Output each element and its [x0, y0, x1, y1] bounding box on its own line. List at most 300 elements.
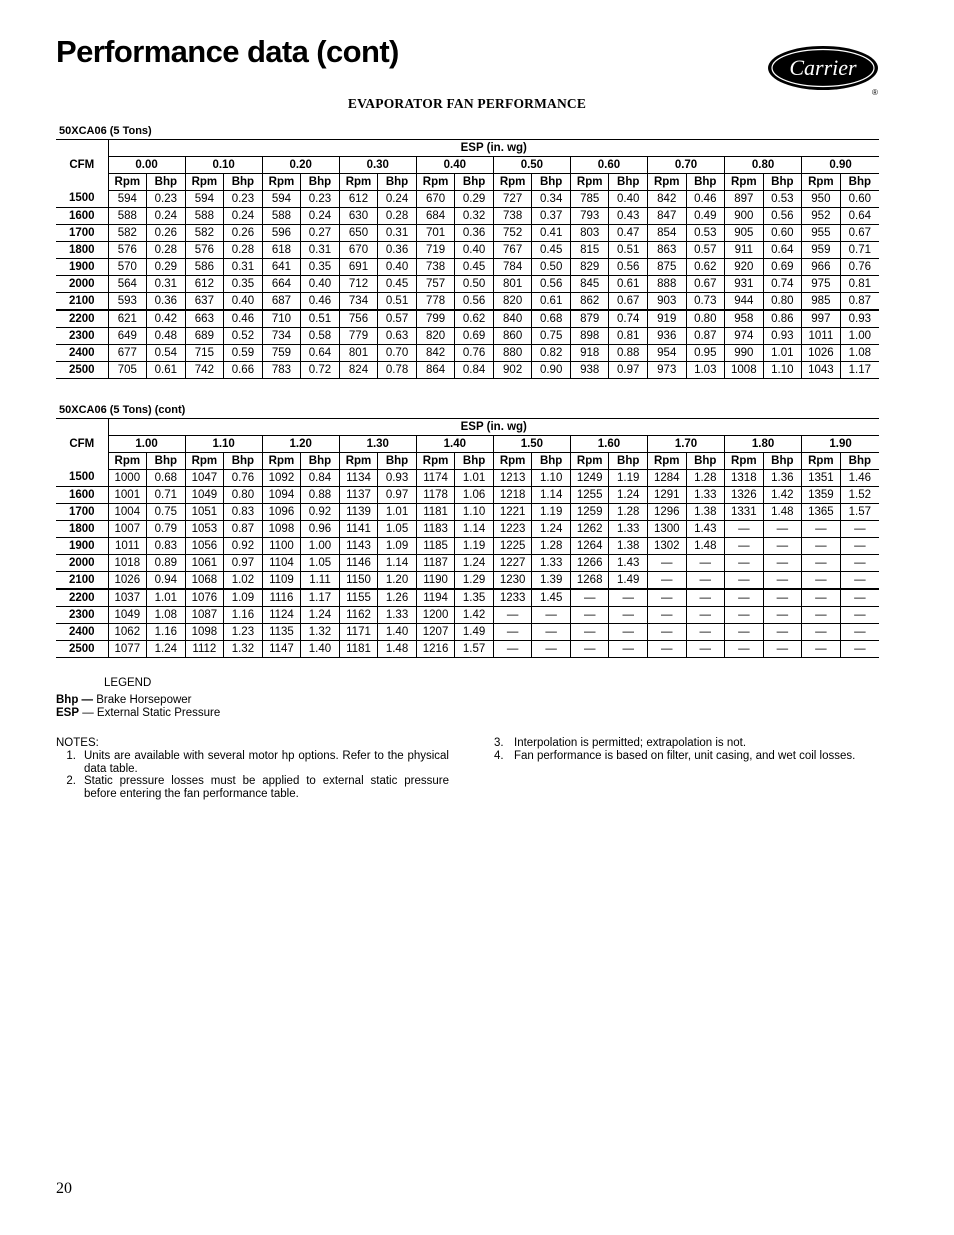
- bhp-cell: 1.01: [147, 589, 186, 607]
- bhp-cell: 0.62: [455, 310, 494, 328]
- rpm-cell: 815: [570, 242, 609, 259]
- legend-term: Bhp —: [56, 693, 94, 706]
- esp-value-header: 0.20: [262, 157, 339, 174]
- table-row: [56, 521, 879, 538]
- bhp-cell: 0.31: [147, 276, 186, 293]
- bhp-cell: 0.24: [224, 208, 263, 225]
- cfm-cell: 1800: [68, 522, 95, 535]
- rpm-cell: 1249: [570, 470, 609, 487]
- rpm-cell: 1216: [416, 641, 455, 658]
- bhp-cell: 1.57: [840, 504, 879, 521]
- rpm-cell: —: [570, 589, 609, 607]
- bhp-cell: 1.48: [686, 538, 725, 555]
- rpm-cell: 880: [493, 345, 532, 362]
- bhp-cell: 1.32: [224, 641, 263, 658]
- bhp-cell: 0.71: [840, 242, 879, 259]
- bhp-cell: 0.37: [532, 208, 571, 225]
- rpm-cell: 1171: [339, 624, 378, 641]
- bhp-cell: 0.86: [763, 310, 802, 328]
- bhp-cell: 0.24: [378, 191, 417, 208]
- rpm-header: Rpm: [185, 174, 224, 191]
- bhp-cell: —: [532, 624, 571, 641]
- cfm-header: CFM: [69, 158, 95, 171]
- bhp-cell: 1.33: [378, 607, 417, 624]
- bhp-cell: 0.66: [224, 362, 263, 379]
- rpm-cell: 588: [262, 208, 301, 225]
- bhp-cell: 1.11: [301, 572, 340, 590]
- esp-value-header: 1.70: [647, 436, 724, 453]
- registered-mark: ®: [872, 88, 878, 97]
- bhp-cell: —: [840, 555, 879, 572]
- bhp-cell: —: [763, 589, 802, 607]
- rpm-cell: 1137: [339, 487, 378, 504]
- rpm-cell: 959: [802, 242, 841, 259]
- table-row: [56, 276, 879, 293]
- bhp-header: Bhp: [840, 174, 879, 191]
- bhp-cell: 0.80: [686, 310, 725, 328]
- bhp-cell: 0.97: [378, 487, 417, 504]
- rpm-cell: 918: [570, 345, 609, 362]
- cfm-cell: 2300: [68, 608, 95, 621]
- rpm-cell: 582: [108, 225, 147, 242]
- esp-value-header: 0.70: [647, 157, 724, 174]
- rpm-cell: 738: [493, 208, 532, 225]
- rpm-cell: 1200: [416, 607, 455, 624]
- bhp-cell: 0.46: [301, 293, 340, 311]
- bhp-header: Bhp: [609, 174, 648, 191]
- rpm-cell: 1230: [493, 572, 532, 590]
- rpm-header: Rpm: [262, 174, 301, 191]
- bhp-cell: 1.10: [763, 362, 802, 379]
- cfm-cell: 2400: [68, 346, 95, 359]
- bhp-header: Bhp: [455, 453, 494, 470]
- bhp-cell: —: [840, 521, 879, 538]
- rpm-cell: 670: [416, 191, 455, 208]
- bhp-cell: 0.92: [224, 538, 263, 555]
- rpm-cell: 596: [262, 225, 301, 242]
- rpm-cell: 1001: [108, 487, 147, 504]
- cfm-cell: 2100: [68, 294, 95, 307]
- fan-performance-table-2: [56, 403, 879, 658]
- bhp-cell: —: [840, 607, 879, 624]
- rpm-cell: 1291: [647, 487, 686, 504]
- rpm-cell: 1100: [262, 538, 301, 555]
- rpm-cell: 576: [108, 242, 147, 259]
- bhp-cell: 0.51: [378, 293, 417, 311]
- bhp-cell: 0.28: [147, 242, 186, 259]
- bhp-cell: 1.52: [840, 487, 879, 504]
- rpm-cell: 1061: [185, 555, 224, 572]
- rpm-cell: 778: [416, 293, 455, 311]
- bhp-cell: 0.67: [609, 293, 648, 311]
- rpm-header: Rpm: [725, 453, 764, 470]
- bhp-cell: 1.33: [686, 487, 725, 504]
- bhp-header: Bhp: [378, 174, 417, 191]
- rpm-header: Rpm: [339, 174, 378, 191]
- table-row: [56, 607, 879, 624]
- rpm-cell: 621: [108, 310, 147, 328]
- rpm-cell: 1026: [108, 572, 147, 590]
- legend: [56, 677, 220, 721]
- rpm-cell: 944: [725, 293, 764, 311]
- rpm-cell: 1190: [416, 572, 455, 590]
- rpm-cell: 1008: [725, 362, 764, 379]
- bhp-header: Bhp: [301, 174, 340, 191]
- bhp-cell: 1.43: [686, 521, 725, 538]
- rpm-cell: 920: [725, 259, 764, 276]
- bhp-cell: 0.26: [147, 225, 186, 242]
- esp-value-header: 0.80: [725, 157, 802, 174]
- rpm-cell: 1223: [493, 521, 532, 538]
- rpm-cell: 1146: [339, 555, 378, 572]
- rpm-cell: 734: [339, 293, 378, 311]
- table-row: [56, 538, 879, 555]
- rpm-cell: 1135: [262, 624, 301, 641]
- cfm-cell: 2400: [68, 625, 95, 638]
- cfm-cell: 1500: [68, 192, 95, 205]
- bhp-cell: 0.93: [763, 328, 802, 345]
- esp-value-header: 1.30: [339, 436, 416, 453]
- esp-value-header: 0.10: [185, 157, 262, 174]
- bhp-cell: 0.76: [455, 345, 494, 362]
- bhp-cell: 0.40: [378, 259, 417, 276]
- esp-value-header: 1.40: [416, 436, 493, 453]
- bhp-cell: 1.42: [455, 607, 494, 624]
- rpm-cell: 1026: [802, 345, 841, 362]
- rpm-header: Rpm: [802, 453, 841, 470]
- rpm-cell: —: [725, 624, 764, 641]
- bhp-header: Bhp: [301, 453, 340, 470]
- bhp-cell: 0.54: [147, 345, 186, 362]
- cfm-cell: 2100: [68, 573, 95, 586]
- bhp-cell: 1.10: [455, 504, 494, 521]
- bhp-cell: 1.29: [455, 572, 494, 590]
- bhp-cell: 1.14: [532, 487, 571, 504]
- rpm-cell: 670: [339, 242, 378, 259]
- rpm-cell: 712: [339, 276, 378, 293]
- bhp-cell: 1.28: [532, 538, 571, 555]
- rpm-cell: 734: [262, 328, 301, 345]
- bhp-cell: 0.31: [301, 242, 340, 259]
- table-row: [56, 362, 879, 379]
- rpm-cell: 1000: [108, 470, 147, 487]
- bhp-cell: 0.87: [686, 328, 725, 345]
- bhp-cell: 0.36: [455, 225, 494, 242]
- rpm-cell: 1147: [262, 641, 301, 658]
- note-item: [494, 737, 879, 750]
- bhp-cell: 1.17: [301, 589, 340, 607]
- table-row: [56, 259, 879, 276]
- rpm-cell: 742: [185, 362, 224, 379]
- note-item: [56, 750, 449, 776]
- rpm-cell: 938: [570, 362, 609, 379]
- bhp-cell: 0.29: [455, 191, 494, 208]
- bhp-cell: —: [840, 624, 879, 641]
- rpm-cell: 1104: [262, 555, 301, 572]
- rpm-cell: 793: [570, 208, 609, 225]
- rpm-cell: —: [725, 521, 764, 538]
- bhp-cell: 0.56: [532, 276, 571, 293]
- rpm-cell: 1162: [339, 607, 378, 624]
- bhp-cell: 0.32: [455, 208, 494, 225]
- note-number: 2.: [66, 775, 76, 788]
- rpm-cell: 1233: [493, 589, 532, 607]
- table-row: [56, 208, 879, 225]
- bhp-cell: 1.46: [840, 470, 879, 487]
- bhp-cell: 0.75: [147, 504, 186, 521]
- rpm-cell: 854: [647, 225, 686, 242]
- rpm-cell: 829: [570, 259, 609, 276]
- bhp-cell: 0.28: [378, 208, 417, 225]
- bhp-cell: 0.63: [378, 328, 417, 345]
- bhp-cell: 0.64: [301, 345, 340, 362]
- rpm-header: Rpm: [802, 174, 841, 191]
- bhp-cell: 1.17: [840, 362, 879, 379]
- bhp-cell: —: [532, 607, 571, 624]
- bhp-cell: —: [609, 589, 648, 607]
- table-row: [56, 345, 879, 362]
- bhp-cell: 0.36: [378, 242, 417, 259]
- bhp-cell: 0.47: [609, 225, 648, 242]
- bhp-cell: 0.72: [301, 362, 340, 379]
- table-row: [56, 293, 879, 311]
- bhp-cell: —: [763, 521, 802, 538]
- table-row: [56, 624, 879, 641]
- cfm-cell: 1800: [68, 243, 95, 256]
- bhp-cell: 0.69: [763, 259, 802, 276]
- rpm-cell: 1296: [647, 504, 686, 521]
- bhp-cell: 0.93: [840, 310, 879, 328]
- performance-table: [56, 140, 879, 379]
- cfm-cell: 2300: [68, 329, 95, 342]
- rpm-cell: 1143: [339, 538, 378, 555]
- rpm-cell: —: [647, 607, 686, 624]
- rpm-cell: 1187: [416, 555, 455, 572]
- rpm-cell: 1076: [185, 589, 224, 607]
- legend-item-bhp: [56, 694, 220, 708]
- bhp-cell: 0.87: [840, 293, 879, 311]
- bhp-header: Bhp: [686, 453, 725, 470]
- rpm-cell: 820: [493, 293, 532, 311]
- note-text: Interpolation is permitted; extrapolation is not.: [514, 737, 747, 749]
- performance-table: [56, 419, 879, 658]
- bhp-cell: 1.28: [609, 504, 648, 521]
- rpm-cell: 752: [493, 225, 532, 242]
- bhp-cell: 0.24: [301, 208, 340, 225]
- bhp-cell: —: [763, 538, 802, 555]
- rpm-cell: 990: [725, 345, 764, 362]
- rpm-cell: 897: [725, 191, 764, 208]
- bhp-cell: 1.14: [455, 521, 494, 538]
- bhp-cell: 0.68: [147, 470, 186, 487]
- rpm-cell: 905: [725, 225, 764, 242]
- bhp-cell: 0.26: [224, 225, 263, 242]
- bhp-cell: 0.97: [609, 362, 648, 379]
- cfm-cell: 1900: [68, 539, 95, 552]
- cfm-cell: 1500: [68, 471, 95, 484]
- bhp-cell: 0.46: [224, 310, 263, 328]
- bhp-cell: 1.48: [378, 641, 417, 658]
- rpm-cell: 1155: [339, 589, 378, 607]
- bhp-cell: 0.53: [686, 225, 725, 242]
- rpm-cell: 564: [108, 276, 147, 293]
- rpm-cell: —: [802, 624, 841, 641]
- bhp-cell: 1.38: [609, 538, 648, 555]
- rpm-cell: 911: [725, 242, 764, 259]
- bhp-header: Bhp: [532, 453, 571, 470]
- bhp-cell: 1.23: [224, 624, 263, 641]
- note-text: Static pressure losses must be applied to external static pressure before entering the fan performance table.: [84, 775, 449, 801]
- bhp-cell: 1.24: [455, 555, 494, 572]
- bhp-cell: 1.02: [224, 572, 263, 590]
- rpm-cell: 824: [339, 362, 378, 379]
- rpm-cell: 1218: [493, 487, 532, 504]
- rpm-cell: 974: [725, 328, 764, 345]
- rpm-cell: 919: [647, 310, 686, 328]
- note-text: Fan performance is based on filter, unit casing, and wet coil losses.: [514, 749, 856, 762]
- table-row: [56, 328, 879, 345]
- bhp-cell: 0.80: [763, 293, 802, 311]
- rpm-cell: 820: [416, 328, 455, 345]
- rpm-cell: 756: [339, 310, 378, 328]
- rpm-header: Rpm: [493, 174, 532, 191]
- rpm-cell: 958: [725, 310, 764, 328]
- rpm-cell: —: [570, 607, 609, 624]
- rpm-cell: 863: [647, 242, 686, 259]
- rpm-cell: —: [647, 572, 686, 590]
- bhp-cell: 0.64: [840, 208, 879, 225]
- rpm-cell: 1049: [108, 607, 147, 624]
- rpm-header: Rpm: [416, 453, 455, 470]
- esp-header: ESP (in. wg): [108, 140, 879, 157]
- rpm-cell: —: [493, 641, 532, 658]
- bhp-cell: 0.67: [840, 225, 879, 242]
- bhp-cell: 0.57: [378, 310, 417, 328]
- bhp-cell: 1.24: [609, 487, 648, 504]
- esp-header: ESP (in. wg): [108, 419, 879, 436]
- bhp-cell: 0.78: [378, 362, 417, 379]
- bhp-cell: 1.45: [532, 589, 571, 607]
- bhp-cell: 1.57: [455, 641, 494, 658]
- rpm-cell: 1094: [262, 487, 301, 504]
- table-row: [56, 487, 879, 504]
- rpm-cell: 1207: [416, 624, 455, 641]
- rpm-cell: 593: [108, 293, 147, 311]
- bhp-cell: 1.01: [763, 345, 802, 362]
- rpm-cell: 767: [493, 242, 532, 259]
- bhp-cell: 1.19: [455, 538, 494, 555]
- rpm-cell: 715: [185, 345, 224, 362]
- rpm-cell: 1181: [416, 504, 455, 521]
- bhp-cell: 1.19: [609, 470, 648, 487]
- rpm-cell: 759: [262, 345, 301, 362]
- rpm-header: Rpm: [647, 174, 686, 191]
- bhp-cell: 0.56: [763, 208, 802, 225]
- rpm-cell: 1255: [570, 487, 609, 504]
- rpm-cell: 879: [570, 310, 609, 328]
- cfm-cell: 2200: [68, 591, 95, 604]
- rpm-cell: 1227: [493, 555, 532, 572]
- rpm-cell: 1181: [339, 641, 378, 658]
- rpm-cell: 955: [802, 225, 841, 242]
- bhp-cell: 0.35: [301, 259, 340, 276]
- rpm-cell: —: [570, 641, 609, 658]
- rpm-cell: 588: [108, 208, 147, 225]
- bhp-cell: 0.68: [532, 310, 571, 328]
- bhp-cell: 0.82: [532, 345, 571, 362]
- bhp-cell: 1.40: [301, 641, 340, 658]
- bhp-cell: 0.64: [763, 242, 802, 259]
- bhp-cell: 1.40: [378, 624, 417, 641]
- rpm-cell: 1351: [802, 470, 841, 487]
- bhp-cell: 1.38: [686, 504, 725, 521]
- bhp-cell: 0.42: [147, 310, 186, 328]
- bhp-cell: 1.16: [224, 607, 263, 624]
- bhp-cell: 0.50: [455, 276, 494, 293]
- bhp-cell: 0.49: [686, 208, 725, 225]
- esp-value-header: 1.90: [802, 436, 879, 453]
- bhp-cell: —: [840, 538, 879, 555]
- bhp-cell: 0.29: [147, 259, 186, 276]
- rpm-cell: 1011: [802, 328, 841, 345]
- rpm-cell: —: [802, 589, 841, 607]
- bhp-cell: 1.05: [378, 521, 417, 538]
- rpm-cell: 801: [493, 276, 532, 293]
- bhp-cell: 0.46: [686, 191, 725, 208]
- bhp-cell: 0.40: [455, 242, 494, 259]
- bhp-cell: 1.20: [378, 572, 417, 590]
- bhp-cell: 1.06: [455, 487, 494, 504]
- bhp-cell: 0.45: [455, 259, 494, 276]
- esp-value-header: 1.10: [185, 436, 262, 453]
- bhp-cell: 1.24: [301, 607, 340, 624]
- rpm-cell: 1150: [339, 572, 378, 590]
- bhp-cell: 1.35: [455, 589, 494, 607]
- rpm-cell: 1185: [416, 538, 455, 555]
- rpm-cell: 931: [725, 276, 764, 293]
- bhp-cell: —: [763, 607, 802, 624]
- bhp-cell: 0.61: [609, 276, 648, 293]
- cfm-cell: 2000: [68, 277, 95, 290]
- bhp-header: Bhp: [455, 174, 494, 191]
- rpm-cell: 1043: [802, 362, 841, 379]
- bhp-header: Bhp: [686, 174, 725, 191]
- table-row: [56, 555, 879, 572]
- rpm-cell: 1037: [108, 589, 147, 607]
- bhp-cell: 0.23: [301, 191, 340, 208]
- rpm-cell: 650: [339, 225, 378, 242]
- bhp-cell: 1.33: [532, 555, 571, 572]
- bhp-cell: 0.76: [840, 259, 879, 276]
- bhp-cell: —: [763, 624, 802, 641]
- rpm-cell: 1047: [185, 470, 224, 487]
- rpm-cell: 785: [570, 191, 609, 208]
- esp-value-header: 0.50: [493, 157, 570, 174]
- rpm-cell: 875: [647, 259, 686, 276]
- table-row: [56, 310, 879, 328]
- rpm-cell: 570: [108, 259, 147, 276]
- rpm-cell: 936: [647, 328, 686, 345]
- rpm-cell: —: [647, 641, 686, 658]
- rpm-cell: 1087: [185, 607, 224, 624]
- bhp-header: Bhp: [763, 174, 802, 191]
- bhp-cell: 1.16: [147, 624, 186, 641]
- rpm-cell: —: [802, 555, 841, 572]
- bhp-cell: 1.43: [609, 555, 648, 572]
- bhp-cell: 0.36: [147, 293, 186, 311]
- cfm-cell: 2000: [68, 556, 95, 569]
- rpm-cell: 1062: [108, 624, 147, 641]
